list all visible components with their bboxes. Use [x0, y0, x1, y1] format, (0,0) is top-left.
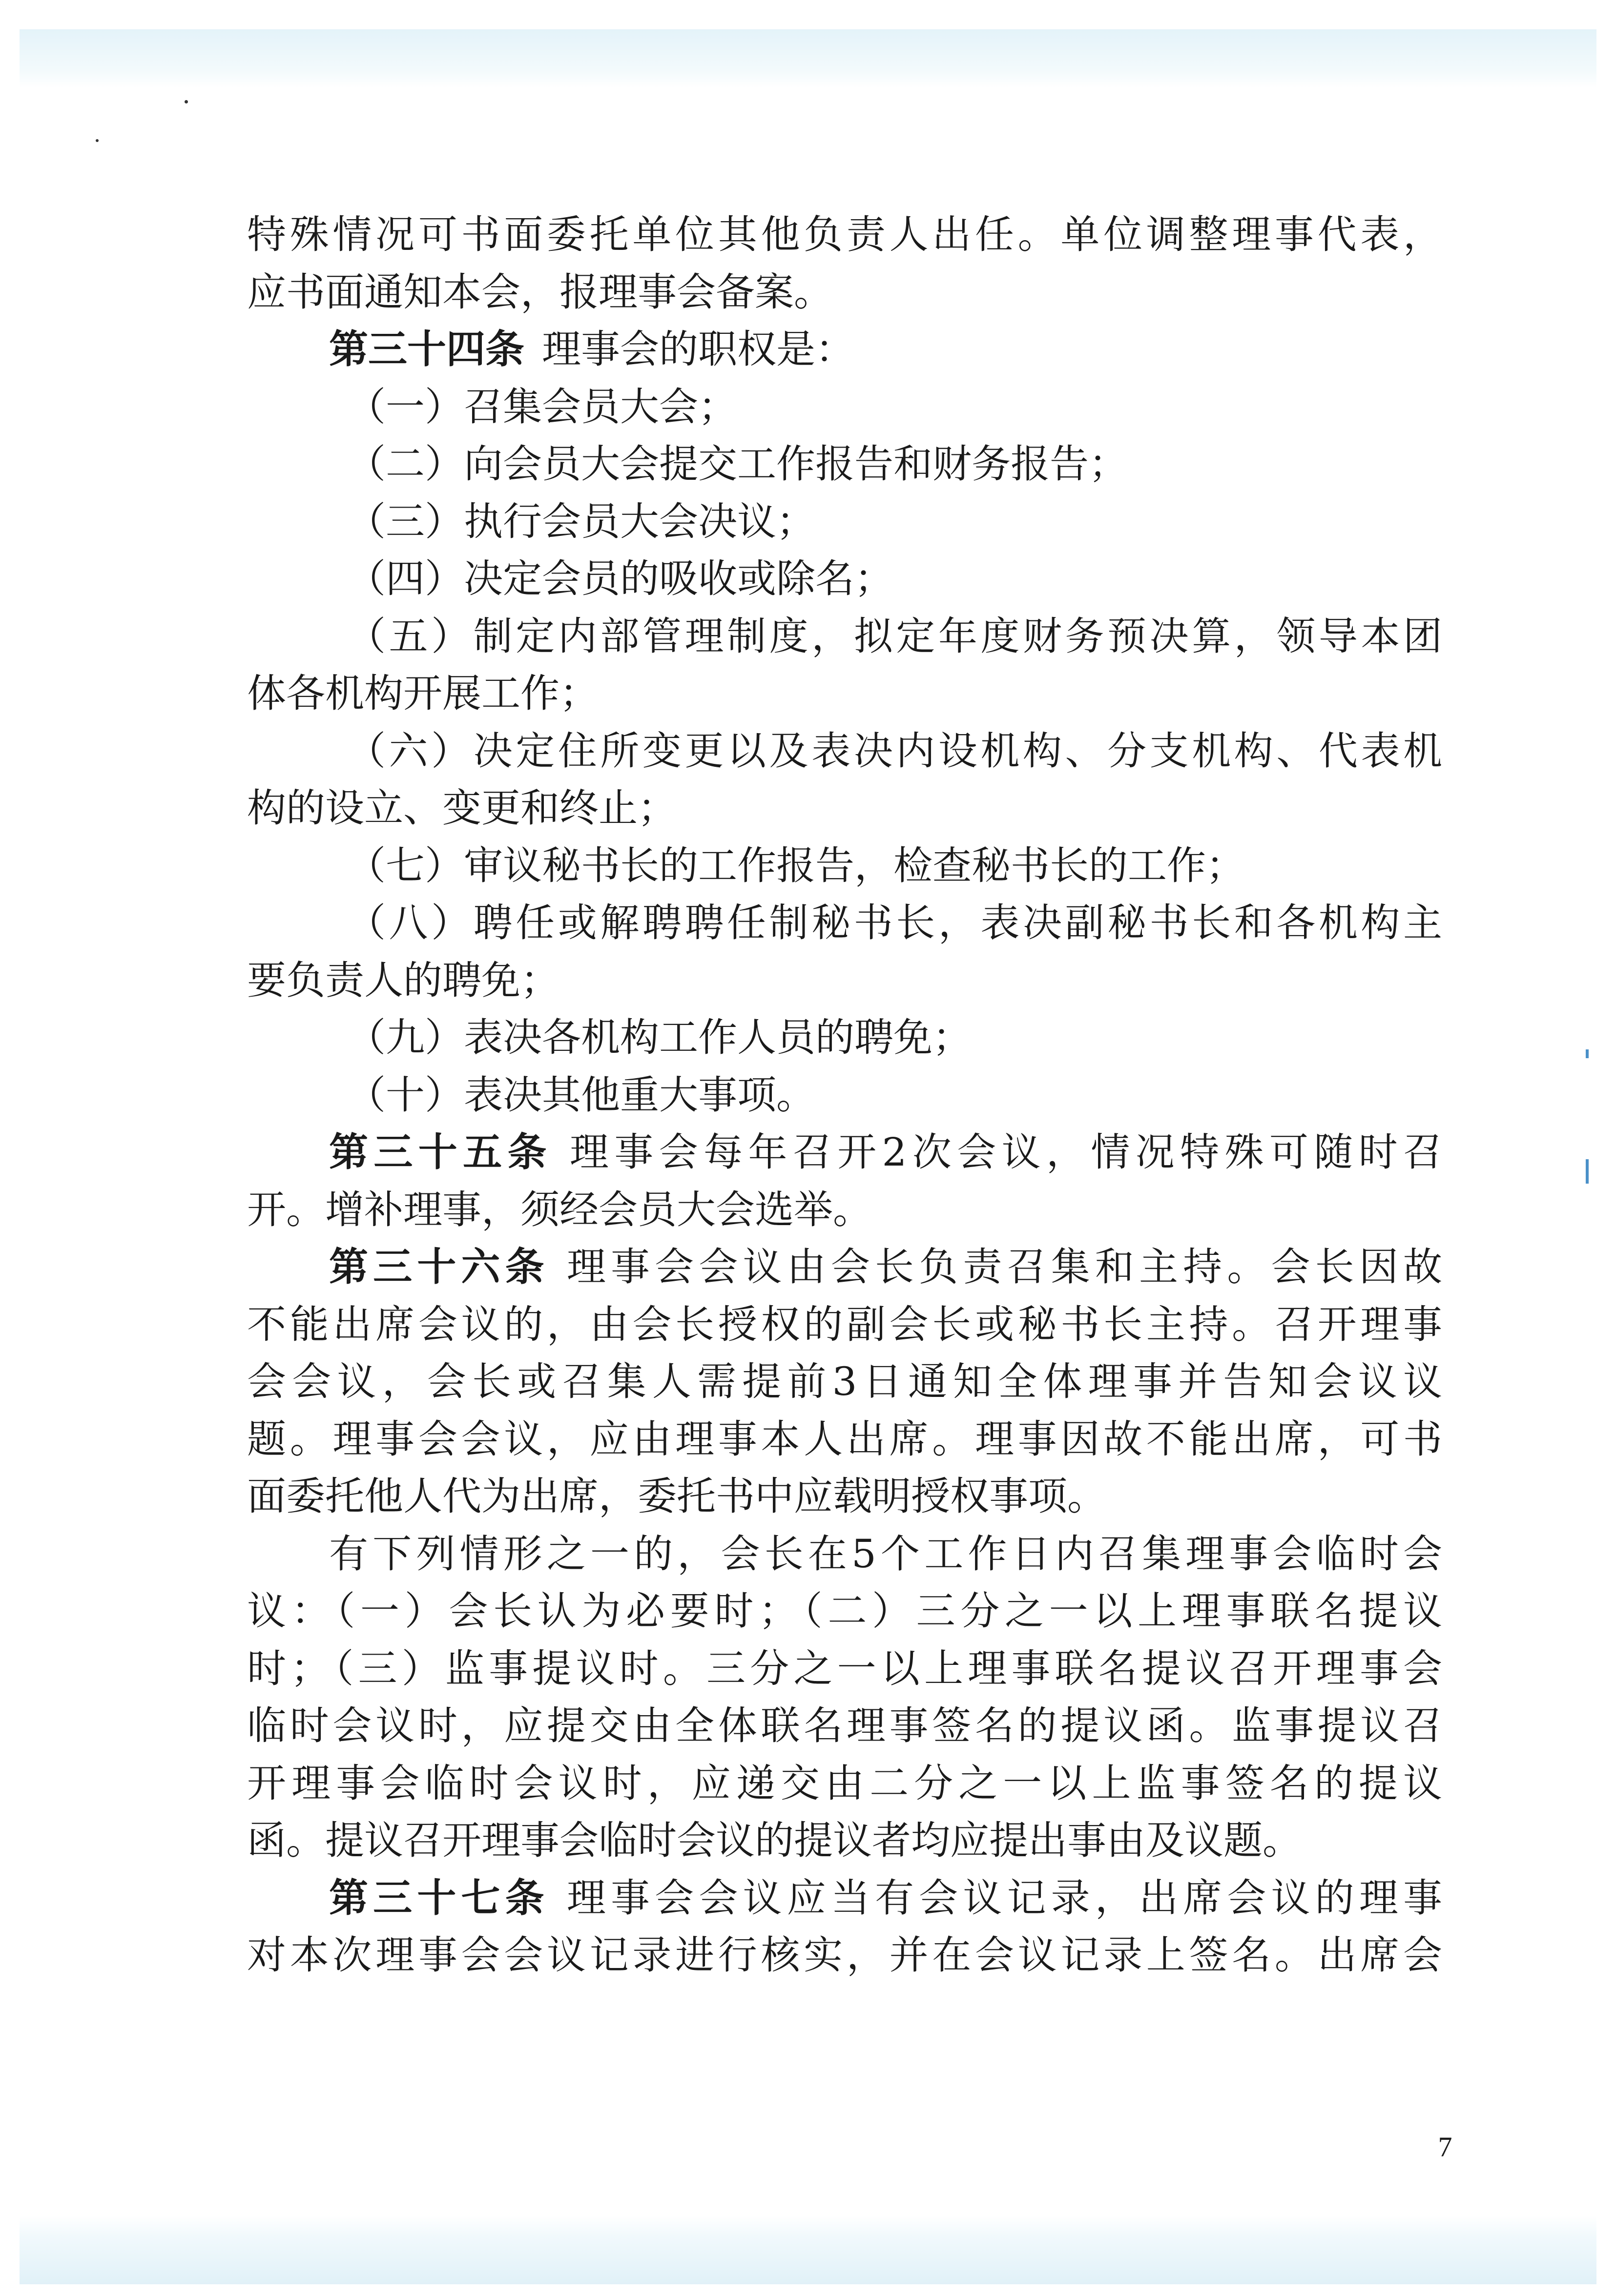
text-line: 有下列情形之一的，会长在5个工作日内召集理事会临时会 [329, 1531, 1442, 1577]
article-text: 理事会会议由会长负责召集和主持。会长因故 [566, 1244, 1442, 1290]
scan-border-bottom [20, 2216, 1596, 2284]
article-heading: 第三十四条 [329, 327, 524, 372]
list-item: （一）召集会员大会； [347, 384, 737, 430]
list-item: （二）向会员大会提交工作报告和财务报告； [347, 441, 1128, 487]
text-line: 构的设立、变更和终止； [247, 785, 677, 831]
article-heading: 第三十五条 [329, 1129, 552, 1175]
list-item: （五）制定内部管理制度，拟定年度财务预决算，领导本团 [347, 613, 1442, 659]
text-line: 函。提议召开理事会临时会议的提议者均应提出事由及议题。 [247, 1818, 1302, 1863]
article-36-line [247, 1238, 1442, 1296]
text-line: 会会议，会长或召集人需提前3日通知全体理事并告知会议议 [247, 1359, 1442, 1404]
scan-edge-mark [1586, 1159, 1589, 1184]
text-line: 面委托他人代为出席，委托书中应载明授权事项。 [247, 1474, 1106, 1519]
text-line: 开。增补理事，须经会员大会选举。 [247, 1187, 872, 1232]
article-34-line [247, 321, 1442, 378]
text-line: 要负责人的聘免； [247, 957, 559, 1003]
scan-speck [96, 139, 99, 142]
article-heading: 第三十七条 [329, 1875, 549, 1921]
list-item: （三）执行会员大会决议； [347, 498, 815, 544]
list-item: （十）表决其他重大事项。 [347, 1072, 815, 1118]
text-line: 开理事会临时会议时，应递交由二分之一以上监事签名的提议 [247, 1760, 1442, 1806]
page-number: 7 [1438, 2131, 1452, 2163]
article-text: 理事会会议应当有会议记录，出席会议的理事 [566, 1875, 1442, 1921]
scan-speck [185, 100, 188, 103]
document-body [247, 206, 1442, 1984]
article-heading: 第三十六条 [329, 1244, 549, 1290]
scan-border-top [20, 29, 1596, 88]
text-line: 时；（三）监事提议时。三分之一以上理事联名提议召开理事会 [247, 1645, 1442, 1691]
article-text: 理事会每年召开2次会议，情况特殊可随时召 [569, 1129, 1442, 1175]
list-item: （四）决定会员的吸收或除名； [347, 556, 893, 601]
list-item: （六）决定住所变更以及表决内设机构、分支机构、代表机 [347, 728, 1442, 774]
text-line: 题。理事会会议，应由理事本人出席。理事因故不能出席，可书 [247, 1416, 1442, 1462]
text-line: 体各机构开展工作； [247, 671, 599, 716]
article-35-line [247, 1124, 1442, 1181]
text-line: 对本次理事会会议记录进行核实，并在会议记录上签名。出席会 [247, 1932, 1442, 1978]
article-37-line [247, 1869, 1442, 1927]
scan-edge-mark [1586, 1049, 1589, 1058]
text-line: 临时会议时，应提交由全体联名理事签名的提议函。监事提议召 [247, 1703, 1442, 1748]
list-item: （九）表决各机构工作人员的聘免； [347, 1015, 972, 1060]
text-line: 议：（一）会长认为必要时；（二）三分之一以上理事联名提议 [247, 1588, 1442, 1634]
text-line: 应书面通知本会，报理事会备案。 [247, 269, 833, 315]
article-text: 理事会的职权是： [542, 327, 854, 372]
text-line: 特殊情况可书面委托单位其他负责人出任。单位调整理事代表， [247, 212, 1442, 257]
list-item: （七）审议秘书长的工作报告，检查秘书长的工作； [347, 842, 1245, 888]
list-item: （八）聘任或解聘聘任制秘书长，表决副秘书长和各机构主 [347, 900, 1442, 945]
text-line: 不能出席会议的，由会长授权的副会长或秘书长主持。召开理事 [247, 1301, 1442, 1347]
